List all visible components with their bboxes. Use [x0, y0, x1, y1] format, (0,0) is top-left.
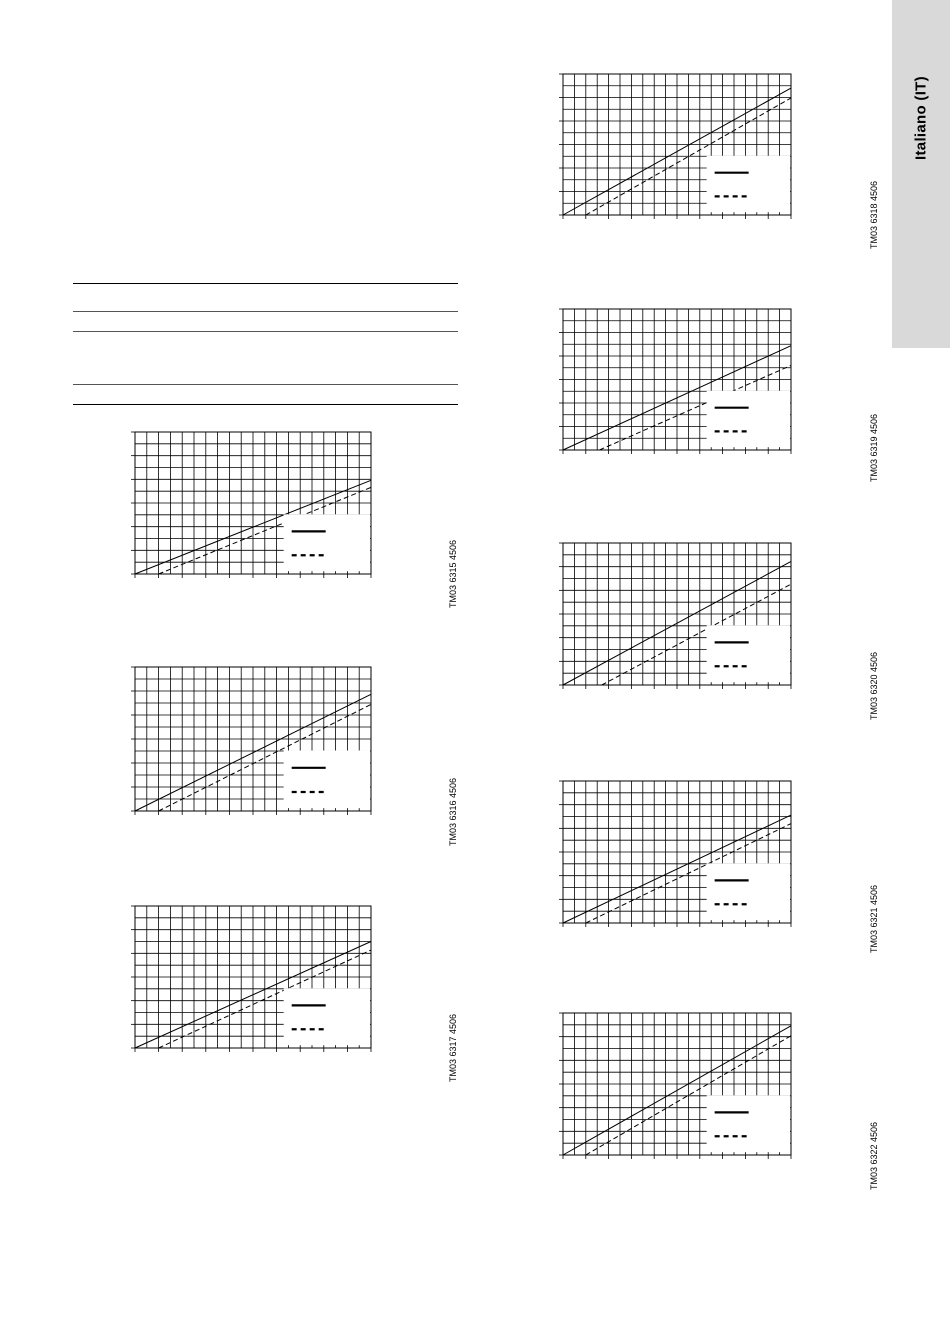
- chart-1: [125, 426, 381, 582]
- table-rule: [73, 384, 458, 385]
- chart-6: [553, 537, 801, 693]
- table-rule: [73, 283, 458, 284]
- chart-8: [553, 1007, 801, 1163]
- chart-6-code: TM03 6320 4506: [869, 651, 879, 721]
- legend-box: [707, 156, 790, 212]
- language-tab: [892, 0, 950, 348]
- chart-4: [553, 68, 801, 223]
- legend-box: [707, 1095, 790, 1152]
- chart-4-code: TM03 6318 4506: [869, 180, 879, 250]
- language-tab-label: Italiano (IT): [912, 76, 930, 160]
- legend-box: [284, 514, 370, 571]
- chart-3-code: TM03 6317 4506: [448, 1013, 458, 1083]
- legend-box: [707, 625, 790, 682]
- table-rule: [73, 331, 458, 332]
- chart-5-code: TM03 6319 4506: [869, 413, 879, 483]
- table-rule: [73, 404, 458, 405]
- legend-box: [707, 391, 790, 447]
- chart-2-code: TM03 6316 4506: [448, 777, 458, 847]
- chart-5: [553, 303, 801, 458]
- legend-box: [284, 751, 370, 809]
- chart-2: [125, 661, 381, 819]
- chart-7-code: TM03 6321 4506: [869, 884, 879, 954]
- chart-7: [553, 775, 801, 931]
- chart-3: [125, 900, 381, 1056]
- chart-8-code: TM03 6322 4506: [869, 1121, 879, 1191]
- legend-box: [284, 988, 370, 1045]
- table-rule: [73, 311, 458, 312]
- chart-1-code: TM03 6315 4506: [448, 539, 458, 609]
- legend-box: [707, 863, 790, 920]
